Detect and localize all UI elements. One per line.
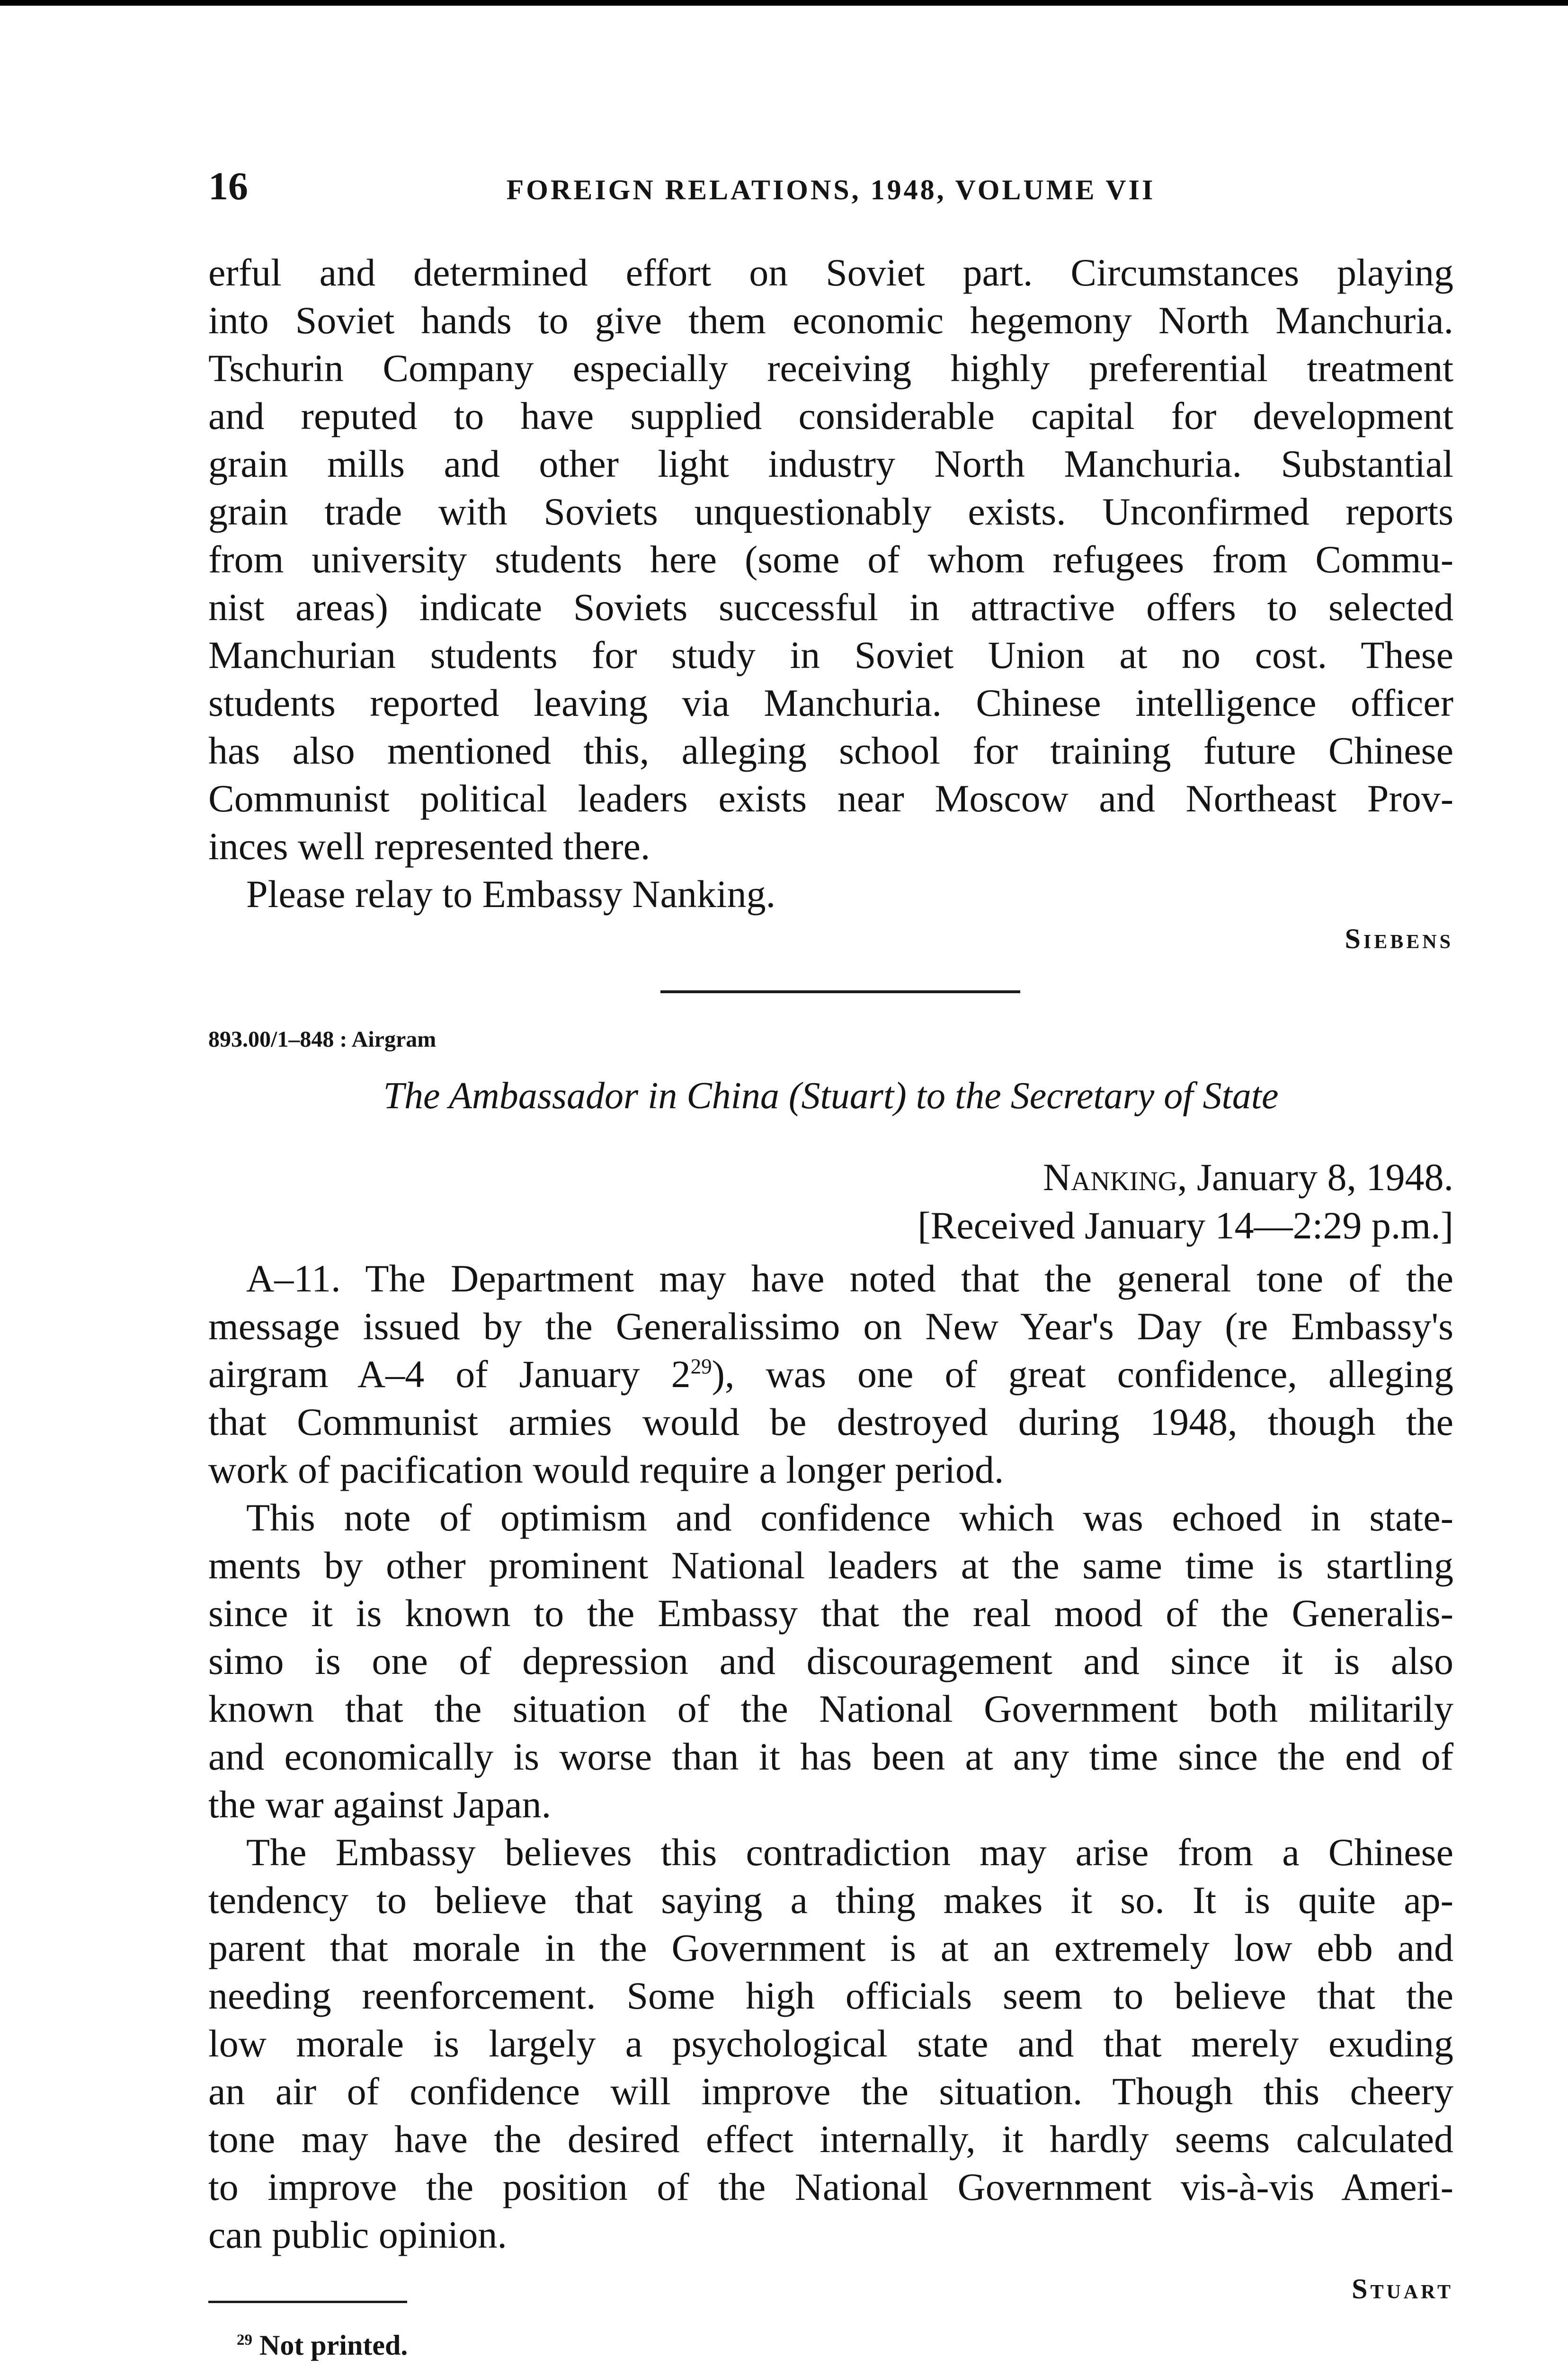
dateline bbox=[1043, 1155, 1453, 1200]
doc1-line: inces well represented there. bbox=[208, 825, 650, 868]
doc1-body bbox=[208, 249, 1453, 955]
doc1-line: has also mentioned this, alleging school for training future Chinese bbox=[208, 729, 1453, 772]
doc1-closing: Please relay to Embassy Nanking. bbox=[246, 872, 776, 916]
doc2-para3-line: parent that morale in the Government is at an extremely low ebb and bbox=[208, 1926, 1453, 1969]
footnote bbox=[237, 2329, 408, 2362]
doc2-para3-line: can public opinion. bbox=[208, 2213, 507, 2256]
doc1-line: students reported leaving via Manchuria. Chinese intelligence officer bbox=[208, 681, 1453, 724]
doc2-signature: Stuart bbox=[1352, 2273, 1453, 2305]
doc2-para1-line: A–11. The Department may have noted that the general tone of the bbox=[246, 1257, 1453, 1300]
doc1-signature: Siebens bbox=[1345, 923, 1453, 954]
document-title: The Ambassador in China (Stuart) to the Secretary of State bbox=[383, 1075, 1279, 1117]
doc2-body bbox=[208, 1255, 1453, 2305]
page-number: 16 bbox=[208, 164, 248, 208]
doc2-para2-line: This note of optimism and confidence which was echoed in state- bbox=[246, 1496, 1453, 1539]
doc2-para3-line: low morale is largely a psychological state and that merely exuding bbox=[208, 2022, 1453, 2065]
doc1-line: Tschurin Company especially receiving highly preferential treatment bbox=[208, 347, 1453, 390]
dateline-date: January 8, 1948. bbox=[1196, 1156, 1453, 1199]
running-head: FOREIGN RELATIONS, 1948, VOLUME VII bbox=[506, 174, 1156, 205]
doc1-line: Communist political leaders exists near Moscow and Northeast Prov- bbox=[208, 777, 1453, 820]
footnote-rule bbox=[208, 2301, 407, 2303]
doc2-para1-line: that Communist armies would be destroyed during 1948, though the bbox=[208, 1400, 1453, 1443]
section-divider bbox=[660, 990, 1020, 993]
doc2-para2-line: and economically is worse than it has been at any time since the end of bbox=[208, 1735, 1453, 1778]
doc2-para3-line: tendency to believe that saying a thing makes it so. It is quite ap- bbox=[208, 1878, 1453, 1922]
doc1-line: from university students here (some of whom refugees from Commu- bbox=[208, 538, 1453, 581]
doc1-line: grain trade with Soviets unquestionably exists. Unconfirmed reports bbox=[208, 490, 1453, 533]
doc1-line: grain mills and other light industry North Manchuria. Substantial bbox=[208, 442, 1453, 485]
doc2-para2-line: the war against Japan. bbox=[208, 1783, 552, 1826]
doc2-para3-line: The Embassy believes this contradiction may arise from a Chinese bbox=[246, 1831, 1453, 1874]
footnote-marker: 29 bbox=[237, 2331, 252, 2349]
doc2-para1-line: work of pacification would require a longer period. bbox=[208, 1448, 1004, 1491]
footnote-text: Not printed. bbox=[259, 2330, 408, 2361]
doc1-line: erful and determined effort on Soviet part. Circumstances playing bbox=[208, 251, 1453, 294]
doc2-para3-line: tone may have the desired effect internally, it hardly seems calculated bbox=[208, 2118, 1453, 2161]
received-line: [Received January 14—2:29 p.m.] bbox=[918, 1204, 1453, 1247]
doc2-para2-line: known that the situation of the National Government both militarily bbox=[208, 1687, 1453, 1730]
doc2-para3-line: to improve the position of the National Government vis-à-vis Ameri- bbox=[208, 2165, 1453, 2208]
doc2-para3-line: needing reenforcement. Some high officials seem to believe that the bbox=[208, 1974, 1453, 2017]
doc2-para2-line: simo is one of depression and discouragement and since it is also bbox=[208, 1639, 1453, 1682]
top-border bbox=[0, 0, 1568, 6]
doc2-para1-line: message issued by the Generalissimo on New Year's Day (re Embassy's bbox=[208, 1305, 1453, 1348]
dateline-place: Nanking, bbox=[1042, 1156, 1187, 1199]
doc1-line: into Soviet hands to give them economic hegemony North Manchuria. bbox=[208, 299, 1453, 342]
doc1-line: Manchurian students for study in Soviet Union at no cost. These bbox=[208, 633, 1453, 676]
doc2-para2-line: ments by other prominent National leaders at the same time is startling bbox=[208, 1544, 1453, 1587]
doc1-line: and reputed to have supplied considerable capital for development bbox=[208, 394, 1453, 437]
footnote-ref[interactable]: 29 bbox=[690, 1354, 712, 1379]
doc2-para1-line: airgram A–4 of January $2^{29}$), was one of great confidence, alleging bbox=[208, 1353, 1453, 1396]
doc1-line: nist areas) indicate Soviets successful in attractive offers to selected bbox=[208, 586, 1453, 629]
file-reference: 893.00/1–848 : Airgram bbox=[208, 1027, 437, 1052]
page-header bbox=[208, 163, 1453, 215]
doc2-para3-line: an air of confidence will improve the situation. Though this cheery bbox=[208, 2070, 1453, 2113]
doc2-para2-line: since it is known to the Embassy that the real mood of the Generalis- bbox=[208, 1592, 1453, 1635]
